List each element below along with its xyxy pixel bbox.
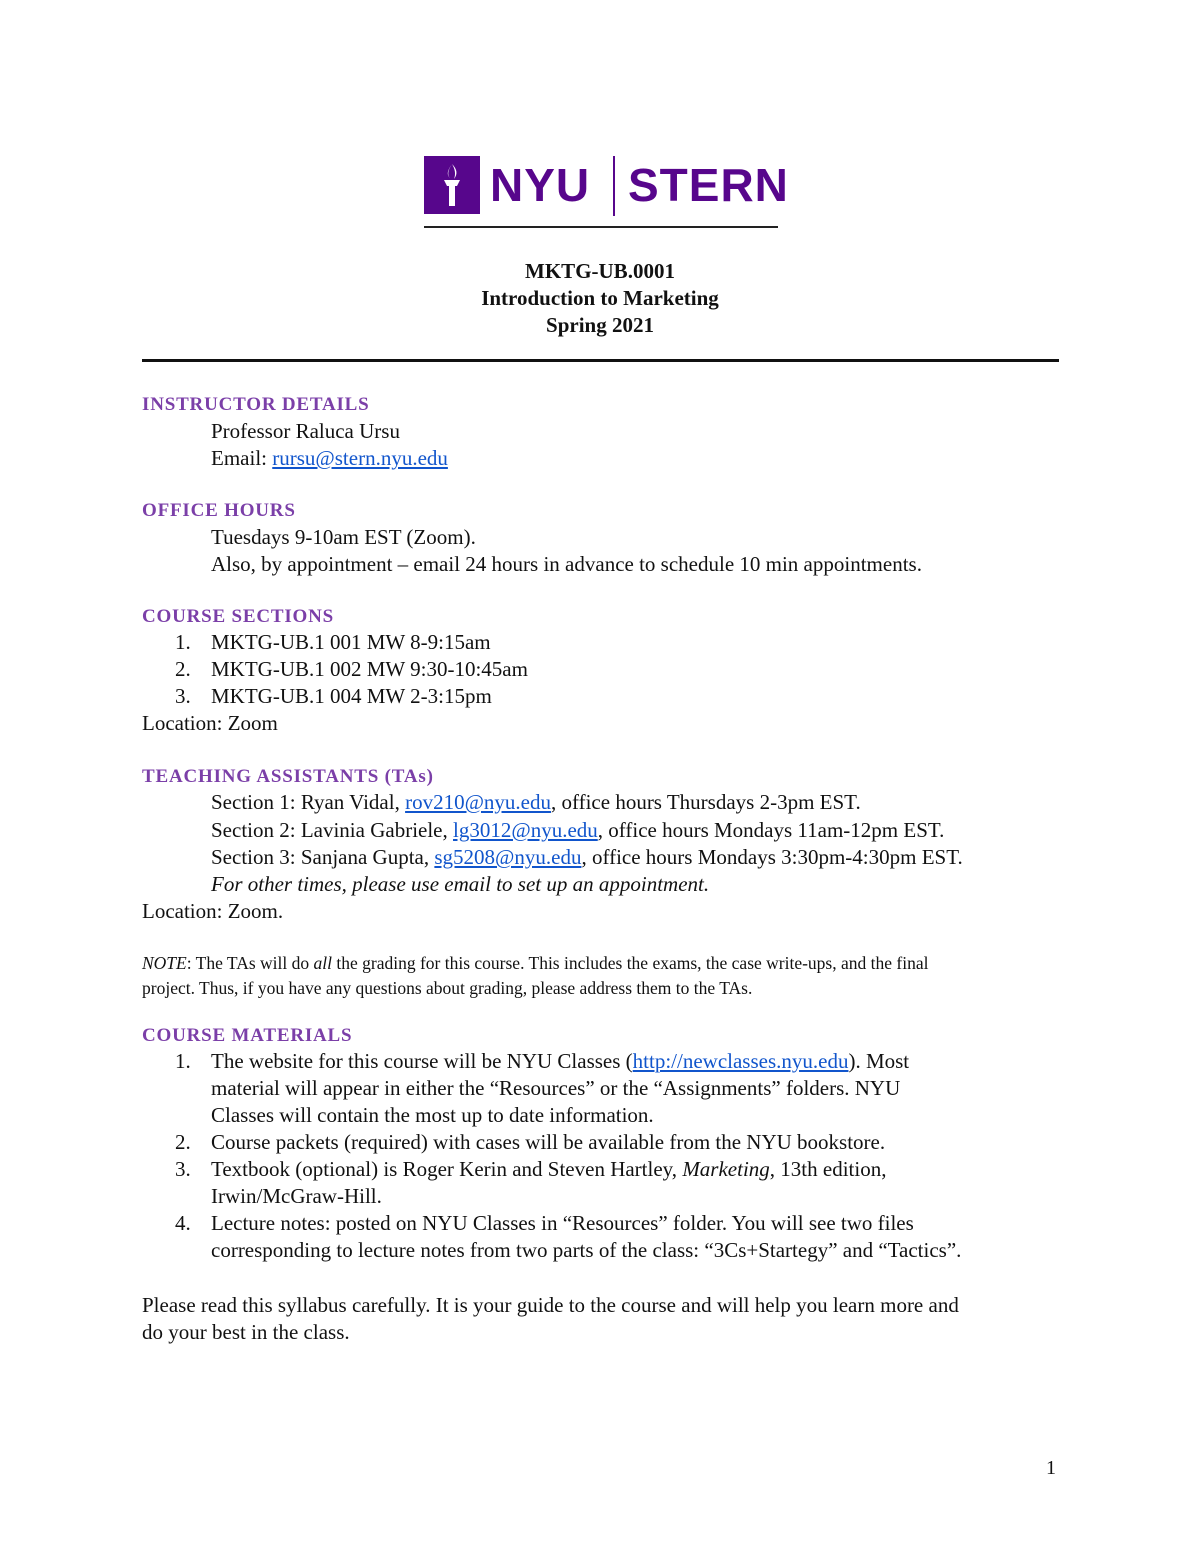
tas-heading: TEACHING ASSISTANTS (TAs): [142, 766, 434, 787]
closing-line: Please read this syllabus carefully. It is your guide to the course and will help you learn more and: [142, 1293, 959, 1317]
ta-email-link[interactable]: lg3012@nyu.edu: [453, 818, 598, 842]
note-line: [142, 951, 928, 976]
ta-name: Section 3: Sanjana Gupta,: [211, 845, 435, 869]
nyu-classes-link[interactable]: http://newclasses.nyu.edu: [632, 1049, 849, 1073]
instructor-email-link[interactable]: rursu@stern.nyu.edu: [272, 446, 448, 470]
instructor-email-line: [211, 445, 448, 472]
note-label: NOTE: [142, 953, 187, 973]
note-text: the grading for this course. This includes the exams, the case write-ups, and the final: [332, 953, 929, 973]
torch-icon: [424, 156, 480, 214]
section-item: MKTG-UB.1 001 MW 8-9:15am: [211, 630, 491, 654]
material-item-packets: Course packets (required) with cases will be available from the NYU bookstore.: [211, 1130, 886, 1154]
ta-email-link[interactable]: sg5208@nyu.edu: [434, 845, 582, 869]
material-item-textbook: [211, 1156, 886, 1183]
material-text: material will appear in either the “Resources” or the “Assignments” folders. NYU: [211, 1076, 901, 1100]
note-text: : The TAs will do: [186, 953, 314, 973]
section-number: 3.: [175, 684, 191, 708]
material-text: Textbook (optional) is Roger Kerin and Steven Hartley,: [211, 1157, 683, 1181]
ta-line: [211, 817, 944, 844]
material-number: 4.: [175, 1211, 191, 1235]
material-text: ). Most: [848, 1049, 910, 1073]
ta-name: Section 2: Lavinia Gabriele,: [211, 818, 454, 842]
title-divider: [142, 359, 1059, 362]
material-number: 3.: [175, 1157, 191, 1181]
sections-location: Location: Zoom: [142, 711, 278, 735]
ta-line: [211, 844, 963, 871]
materials-heading: COURSE MATERIALS: [142, 1025, 353, 1046]
office-hours-line: Tuesdays 9-10am EST (Zoom).: [211, 525, 476, 549]
course-title: Introduction to Marketing: [481, 286, 719, 310]
section-item: MKTG-UB.1 004 MW 2-3:15pm: [211, 684, 492, 708]
material-text: Classes will contain the most up to date information.: [211, 1103, 654, 1127]
course-code: MKTG-UB.0001: [525, 259, 675, 283]
course-term: Spring 2021: [546, 313, 654, 337]
material-number: 2.: [175, 1130, 191, 1154]
logo-stern-text: STERN: [628, 159, 789, 211]
email-label: Email:: [211, 446, 273, 470]
textbook-title: Marketing: [682, 1157, 770, 1181]
closing-line-2: do your best in the class.: [142, 1320, 350, 1344]
sections-heading: COURSE SECTIONS: [142, 606, 335, 627]
note-line-2: project. Thus, if you have any questions about grading, please address them to the TAs.: [142, 978, 753, 998]
section-number: 2.: [175, 657, 191, 681]
material-text: corresponding to lecture notes from two parts of the class: “3Cs+Startegy” and “Tactics”.: [211, 1238, 962, 1262]
logo-nyu-text: NYU: [490, 159, 591, 211]
instructor-heading: INSTRUCTOR DETAILS: [142, 394, 370, 415]
office-hours-heading: OFFICE HOURS: [142, 500, 296, 521]
material-text: , 13th edition,: [769, 1157, 887, 1181]
instructor-name: Professor Raluca Ursu: [211, 419, 400, 443]
material-text: The website for this course will be NYU Classes (: [211, 1049, 633, 1073]
section-item: MKTG-UB.1 002 MW 9:30-10:45am: [211, 657, 528, 681]
note-emphasis: all: [313, 953, 332, 973]
ta-other-times: For other times, please use email to set up an appointment.: [211, 872, 710, 896]
nyu-stern-logo: [424, 152, 789, 228]
tas-location: Location: Zoom.: [142, 899, 284, 923]
material-text: Irwin/McGraw-Hill.: [211, 1184, 382, 1208]
material-item-lecture-notes: Lecture notes: posted on NYU Classes in “Resources” folder. You will see two files: [211, 1211, 914, 1235]
logo-divider: [613, 156, 615, 216]
ta-line: [211, 789, 861, 816]
section-number: 1.: [175, 630, 191, 654]
ta-email-link[interactable]: rov210@nyu.edu: [405, 790, 551, 814]
ta-name: Section 1: Ryan Vidal,: [211, 790, 406, 814]
ta-hours: , office hours Mondays 3:30pm-4:30pm EST.: [581, 845, 963, 869]
material-number: 1.: [175, 1049, 191, 1073]
ta-hours: , office hours Mondays 11am-12pm EST.: [597, 818, 945, 842]
appointment-line: Also, by appointment – email 24 hours in advance to schedule 10 min appointments.: [211, 552, 922, 576]
page-number: 1: [1046, 1457, 1056, 1479]
logo-underline: [424, 226, 778, 228]
ta-hours: , office hours Thursdays 2-3pm EST.: [550, 790, 861, 814]
material-item-website: [211, 1048, 909, 1075]
